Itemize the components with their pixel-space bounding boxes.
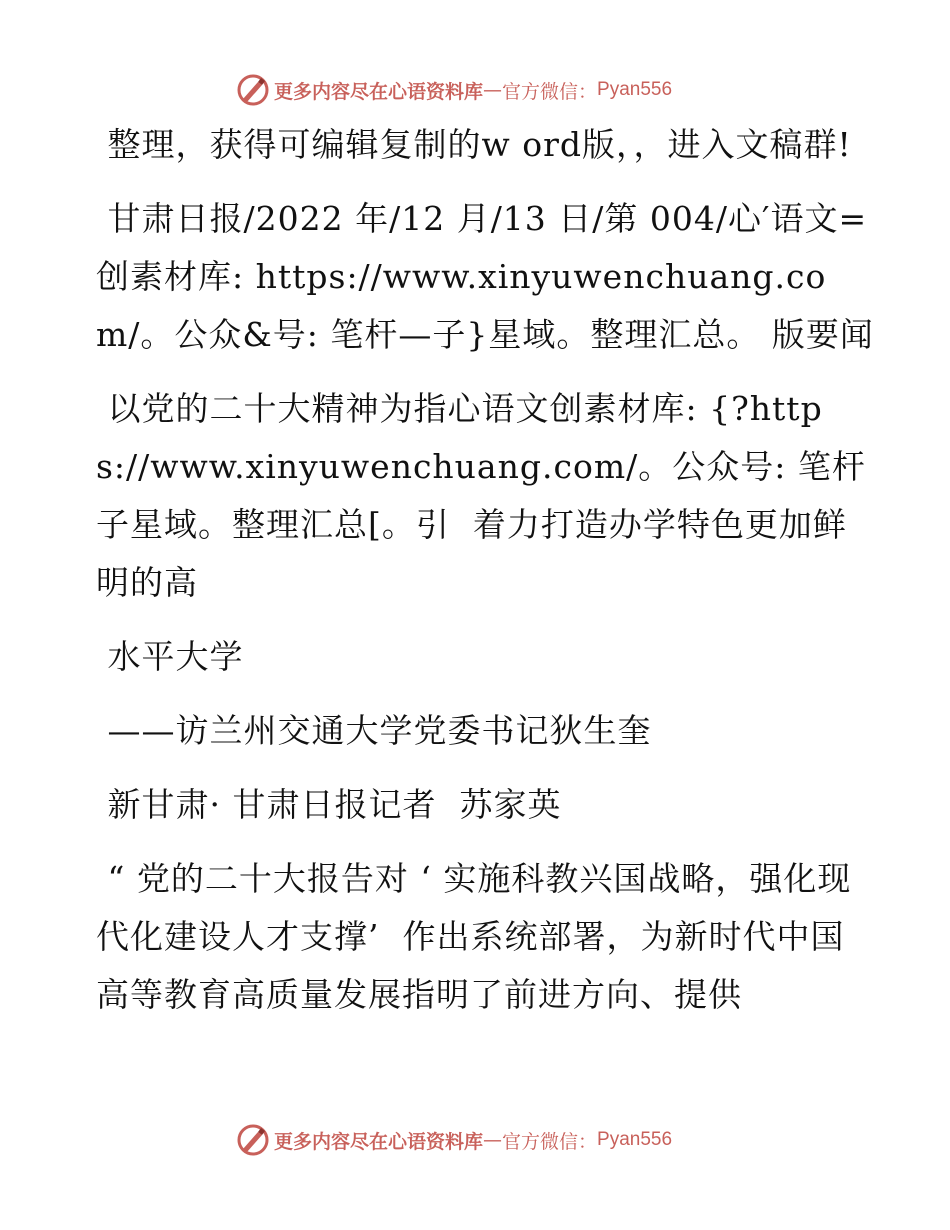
paragraph-headline-cont: 水平大学 [96,637,244,676]
pen-logo-icon [236,73,270,107]
paragraph-intro: 整理，获得可编辑复制的w ord版，，进入文稿群! [96,125,852,164]
paragraph-headline: 以党的二十大精神为指心语文创素材库: {?https://www.xinyuwenchuang.com/。公众号: 笔杆子星域。整理汇总[。引 着力打造办学特色更加鲜明的高 [96,389,866,602]
watermark-header [236,72,672,108]
watermark-separator: — [483,1129,503,1151]
watermark-main-text: 更多内容尽在心语资料库 [274,1130,484,1153]
watermark-separator: — [483,79,503,101]
document-body [96,116,876,1040]
watermark-main-text: 更多内容尽在心语资料库 [274,80,484,103]
paragraph-source: 甘肃日报/2022 年/12 月/13 日/第 004/心′语文=创素材库: https://www.xinyuwenchuang.com/。公众&号: 笔杆—子}星域。整理汇总。 版要闻 [96,199,874,354]
pen-logo-icon [236,1123,270,1157]
paragraph-quote: “ 党的二十大报告对 ‘ 实施科教兴国战略，强化现代化建设人才支撑’ 作出系统部署，为新时代中国高等教育高质量发展指明了前进方向、提供 [96,859,852,1014]
watermark-sub-text: 官方微信： [502,80,598,103]
watermark-footer [236,1122,672,1158]
watermark-sub-text: 官方微信： [502,1130,598,1153]
paragraph-byline: 新甘肃· 甘肃日报记者 苏家英 [96,785,562,824]
watermark-wechat-id: Pyan556 [597,79,673,100]
paragraph-subtitle: ——访兰州交通大学党委书记狄生奎 [96,711,652,750]
watermark-wechat-id: Pyan556 [597,1129,673,1150]
